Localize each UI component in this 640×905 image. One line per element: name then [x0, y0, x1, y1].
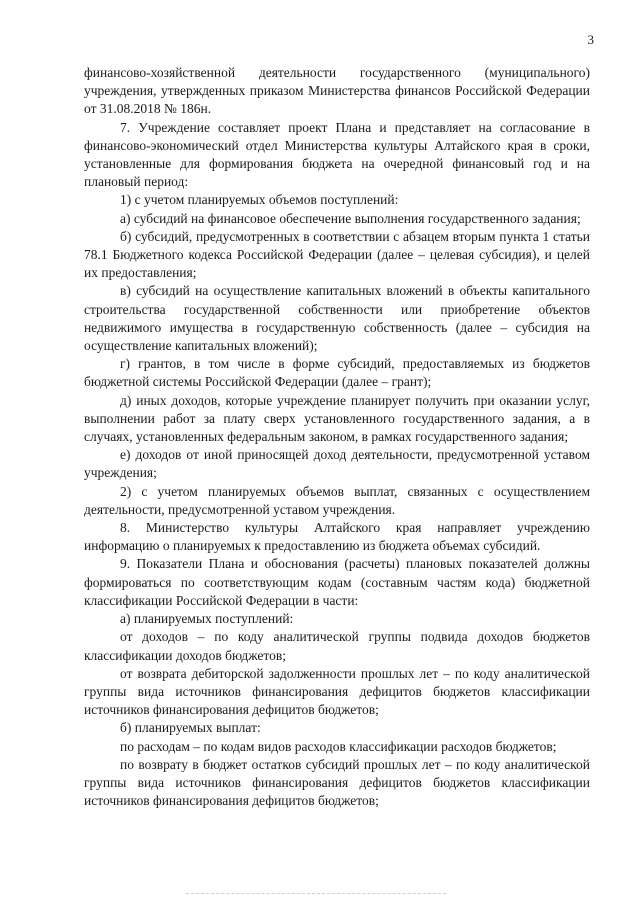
paragraph: финансово-хозяйственной деятельности государственного (муниципального) учреждения, утвержденных приказом Министерства финансов Российской Федерации от 31.08.2018 № 186н.	[84, 65, 590, 117]
paragraph: по возврату в бюджет остатков субсидий прошлых лет – по коду аналитической группы вида источников финансирования дефицитов бюджетов классификации источников финансирования дефицитов бюджетов;	[84, 756, 590, 809]
paragraph: 9. Показатели Плана и обоснования (расчеты) плановых показателей должны формироваться по соответствующим кодам (составным частям кода) бюджетной классификации Российской Федерации в части:	[84, 556, 590, 608]
paragraph: б) планируемых выплат:	[120, 720, 261, 736]
paragraph: в) субсидий на осуществление капитальных вложений в объекты капитального строительства государственной собственности или приобретение объектов недвижимого имущества в государственную собственность (далее – субсидия на осуществление капитальных вложений);	[84, 283, 590, 354]
paragraph: е) доходов от иной приносящей доход деятельности, предусмотренной уставом учреждения;	[84, 447, 590, 481]
paragraph: д) иных доходов, которые учреждение планирует получить при оказании услуг, выполнении работ за плату сверх установленного государственного задания, а в случаях, установленных федеральным законом, в рамках государственного задания;	[84, 392, 590, 445]
paragraph: от возврата дебиторской задолженности прошлых лет – по коду аналитической группы вида источников финансирования дефицитов бюджетов классификации источников финансирования дефицитов бюджетов;	[84, 665, 590, 718]
paragraph: 2) с учетом планируемых объемов выплат, связанных с осуществлением деятельности, предусмотренной уставом учреждения.	[84, 483, 590, 517]
paragraph: а) планируемых поступлений:	[120, 611, 294, 627]
paragraph: по расходам – по кодам видов расходов классификации расходов бюджетов;	[120, 738, 557, 754]
bottom-divider	[186, 893, 446, 894]
paragraph: г) грантов, в том числе в форме субсидий, предоставляемых из бюджетов бюджетной системы Российской Федерации (далее – грант);	[84, 356, 590, 390]
paragraph: а) субсидий на финансовое обеспечение выполнения государственного задания;	[120, 210, 581, 226]
paragraph: б) субсидий, предусмотренных в соответствии с абзацем вторым пункта 1 статьи 78.1 Бюджетного кодекса Российской Федерации (далее – целевая субсидия), и целей их предоставления;	[84, 228, 590, 281]
paragraph: 8. Министерство культуры Алтайского края направляет учреждению информацию о планируемых к предоставлению из бюджета объемах субсидий.	[84, 520, 590, 554]
paragraph: 7. Учреждение составляет проект Плана и представляет на согласование в финансово-экономический отдел Министерства культуры Алтайского края в сроки, установленные для формирования бюджета на очередной финансовый год и на плановый период:	[84, 119, 590, 190]
paragraph: 1) с учетом планируемых объемов поступлений:	[120, 192, 399, 208]
paragraph: от доходов – по коду аналитической группы подвида доходов бюджетов классификации доходов бюджетов;	[84, 629, 590, 663]
page-number: 3	[587, 32, 594, 47]
document-body	[84, 64, 590, 810]
